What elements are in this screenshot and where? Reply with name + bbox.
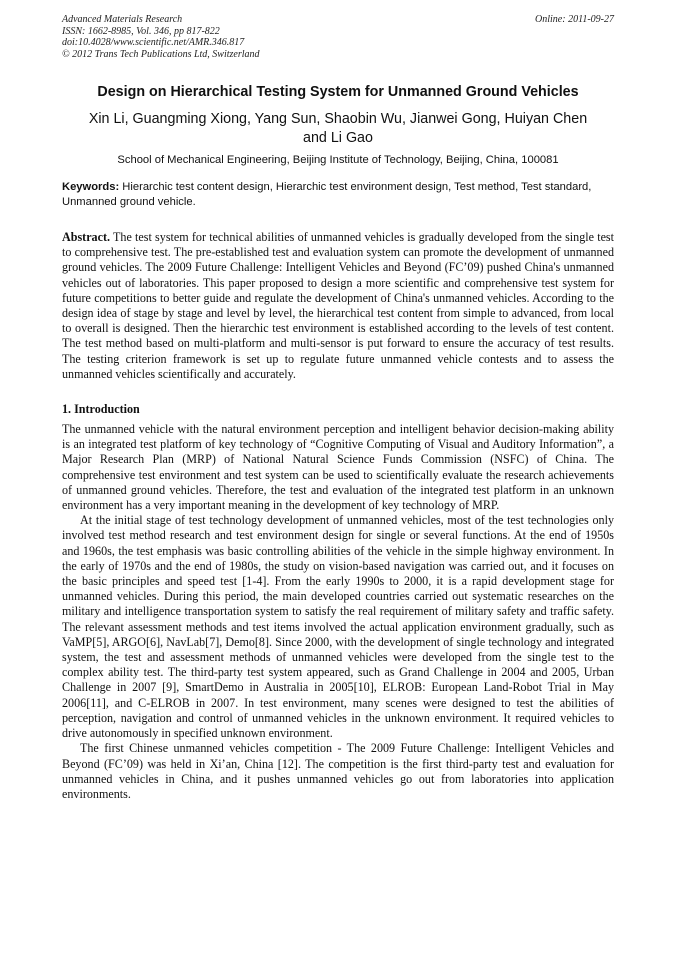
body-paragraph: The unmanned vehicle with the natural environment perception and intelligent behavior decision-making ability is an integrated test platform of key technology of “Cognitive Computing of Visual and Auditory Information”, a Major Research Plan (MRP) of National Natural Science Funds Commission (NSFC) of China. The comprehensive test environment and test system can be used to scientifically evaluate the research achievements of unmanned ground vehicles. Therefore, the test and evaluation of the integrated test platform in an unknown environment has a very important meaning in the development of key technology of MRP. xyxy=(62,422,614,513)
journal-name: Advanced Materials Research xyxy=(62,14,183,25)
keywords-label: Keywords: xyxy=(62,181,120,193)
abstract xyxy=(62,230,614,382)
body-paragraph: At the initial stage of test technology development of unmanned vehicles, most of the test technologies only involved test method research and test environment design for single or several functions. At the end of 1950s and 1960s, the test emphasis was basic controlling abilities of the vehicle in the simple highway environment. In the early of 1970s and the end of 1980s, the study on vision-based navigation was carried out, and it focuses on the basic principles and speed test [1-4]. From the early 1990s to 2000, it is a rapid development stage for unmanned vehicles. During this period, the main developed countries carried out systematic researches on the military and intelligence transportation system to satisfy the real requirement of military safety and traffic safety. The relevant assessment methods and test items involved the actual application environment gradually, such as VaMP[5], ARGO[6], NavLab[7], Demo[8]. Since 2000, with the development of single technology and integrated system, the test and assessment methods of unmanned vehicles were developed from the single test to the complex ability test. The third-party test system appeared, such as Grand Challenge in 2004 and 2005, Urban Challenge in 2007 [9], SmartDemo in Australia in 2005[10], ELROB: European Land-Robot Trial in May 2006[11], and C-ELROB in 2007. In test environment, many scenes were designed to test the abilities of perception, navigation and control of unmanned vehicles in the unknown environment. It required vehicles to drive autonomously in specified unknown environment. xyxy=(62,513,614,741)
abstract-label: Abstract. xyxy=(62,230,111,244)
paper-title: Design on Hierarchical Testing System for Unmanned Ground Vehicles xyxy=(97,84,579,100)
affiliation: School of Mechanical Engineering, Beijing Institute of Technology, Beijing, China, 100081 xyxy=(117,154,559,166)
keywords xyxy=(62,180,614,210)
keywords-text: Hierarchic test content design, Hierarchic test environment design, Test method, Test standard, Unmanned ground vehicle. xyxy=(62,181,592,208)
online-date: Online: 2011-09-27 xyxy=(535,14,614,25)
copyright-line: © 2012 Trans Tech Publications Ltd, Switzerland xyxy=(62,48,260,60)
journal-header xyxy=(62,14,614,60)
doi-line: doi:10.4028/www.scientific.net/AMR.346.817 xyxy=(62,37,245,48)
paper-page xyxy=(62,14,614,802)
issn-line: ISSN: 1662-8985, Vol. 346, pp 817-822 xyxy=(62,25,220,37)
abstract-text: The test system for technical abilities of unmanned vehicles is gradually developed from the single test to comprehensive test. The pre-established test and evaluation system can promote the development of unmanned ground vehicles. The 2009 Future Challenge: Intelligent Vehicles and Beyond (FC’09) pushed China's unmanned vehicles out of laboratories. This paper proposed to design a more scientific and comprehensive test system for future competitions to better guide and regulate the development of China's unmanned vehicles. According to the design idea of stage by stage and level by level, the hierarchical test content from simple to advanced, from local to overall is designed. Then the hierarchic test environment is established according to the levels of test content. The test method based on multi-platform and multi-sensor is put forward to ensure the accuracy of test results. The testing criterion framework is set up to regulate future unmanned vehicle contests and to assess the unmanned vehicles scientifically and accurately. xyxy=(62,230,614,381)
author-list: Xin Li, Guangming Xiong, Yang Sun, Shaobin Wu, Jianwei Gong, Huiyan Chen and Li Gao xyxy=(88,111,588,146)
body-paragraph: The first Chinese unmanned vehicles competition - The 2009 Future Challenge: Intelligent Vehicles and Beyond (FC’09) was held in Xi’an, China [12]. The competition is the first third-party test and evaluation for unmanned vehicles in China, and it pushes unmanned vehicles go out from laboratories into application environments. xyxy=(62,741,614,801)
section-heading: 1. Introduction xyxy=(62,402,140,417)
